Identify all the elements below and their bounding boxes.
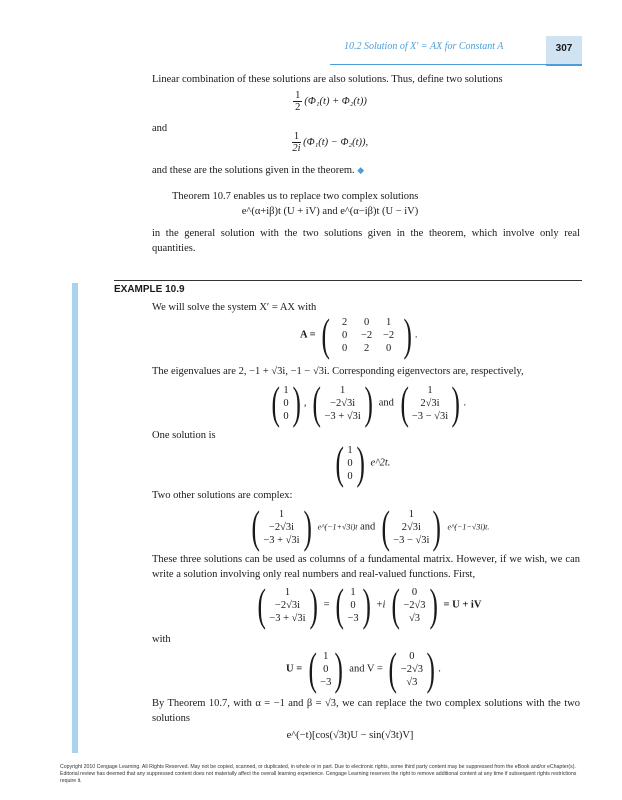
running-header-title: 10.2 Solution of X′ = AX for Constant A <box>344 41 504 52</box>
eigenvector-2 <box>324 384 360 423</box>
vector-entry: −2√3i <box>274 599 301 611</box>
one-solution-text: One solution is <box>152 430 216 441</box>
matrix-a-equation: A = ( 2 0 1 0 −2 −2 0 2 0 ) . <box>300 309 418 360</box>
vector-entry: 2√3i <box>401 521 421 533</box>
vector-entry: 2√3i <box>420 397 440 409</box>
u-label: U = <box>286 663 303 675</box>
matrix-entry: 0 <box>363 316 370 328</box>
complex-exponential-2: e^(−1−√3i)t. <box>447 522 490 532</box>
vector-entry: √3 <box>406 676 418 688</box>
u-vector <box>320 650 331 689</box>
vector-entry: 1 <box>340 384 346 396</box>
equation-sum <box>230 90 430 113</box>
vector-entry: 0 <box>347 457 353 469</box>
vector-entry: 0 <box>283 397 289 409</box>
u-v-definition: U = ( 1 0 −3 ) and V = ( 0 −2√3 √3 ) . <box>286 643 441 694</box>
paragraph-text: and these are the solutions given in the theorem. <box>152 165 355 176</box>
copyright-footer <box>60 764 580 785</box>
with-word: with <box>152 634 171 645</box>
footer-line-2: Editorial review has deemed that any suppressed content does not materially affect the overall learning experience. Cengage Learning reserves the right to remove additional content at any time if subsequent rights restrictions require it. <box>60 771 577 784</box>
v-vector <box>401 650 423 689</box>
example-heading: EXAMPLE 10.9 <box>114 280 582 295</box>
decomposition-imag-vector <box>403 586 425 625</box>
vector-entry: −3 + √3i <box>263 534 300 546</box>
vector-entry: 1 <box>427 384 433 396</box>
eigenvalues-paragraph: The eigenvalues are 2, −1 + √3i, −1 − √3i. Corresponding eigenvectors are, respectively, <box>152 366 524 377</box>
vector-entry: −3 + √3i <box>269 612 306 624</box>
matrix-entry: 0 <box>385 342 392 354</box>
vector-entry: 1 <box>408 508 414 520</box>
eigenvectors-row: ( 1 0 0 ) , ( 1 −2√3i −3 + √3i ) and ( 1 2√3i −3 − √3i ) . <box>271 377 467 428</box>
eigenvector-3 <box>412 384 448 423</box>
vector-entry: 1 <box>284 586 291 598</box>
frac-denominator: 2i <box>292 143 301 154</box>
paragraph-theorem-ref: Theorem 10.7 enables us to replace two complex solutions <box>172 191 419 202</box>
matrix-entry: 0 <box>341 342 348 354</box>
vector-entry: −3 + √3i <box>324 410 361 422</box>
vector-entry: 0 <box>323 663 329 675</box>
paragraph-solutions-given <box>152 163 580 178</box>
complex-exponential-1: e^(−1+√3i)t <box>317 522 358 532</box>
final-equation: e^(−t)[cos(√3t)U − sin(√3t)V] <box>286 730 414 741</box>
paragraph-general-solution: in the general solution with the two solutions given in the theorem, which involve only real quantities. <box>152 228 580 254</box>
left-paren: ( <box>321 309 331 360</box>
and-word: and <box>360 521 376 533</box>
and-word: and <box>152 123 168 134</box>
matrix-entry: −2 <box>360 329 373 341</box>
complex-vector-1 <box>263 508 299 547</box>
vector-entry: −2√3i <box>268 521 295 533</box>
vector-entry: 1 <box>350 586 356 598</box>
decomposition-result: = U + iV <box>443 599 482 611</box>
v-label: and V = <box>349 663 383 675</box>
vector-entry: 0 <box>411 586 418 598</box>
decomposition-equation: ( 1 −2√3i −3 + √3i ) = ( 1 0 −3 ) +i ( 0 −2√3 √3 ) = U + iV <box>257 579 482 630</box>
frac-numerator: 1 <box>295 90 301 101</box>
vector-entry: √3 <box>408 612 420 624</box>
matrix-a <box>318 309 415 360</box>
example-side-bar <box>72 283 78 753</box>
complex-solutions-text: Two other solutions are complex: <box>152 490 293 501</box>
complex-solutions-row: ( 1 −2√3i −3 + √3i ) e^(−1+√3i)t and ( 1 2√3i −3 − √3i ) e^(−1−√3i)t. <box>251 501 490 552</box>
footer-line-1: Copyright 2010 Cengage Learning. All Rights Reserved. May not be copied, scanned, or duplicated, in whole or in part. Due to electronic rights, some third party content may be suppressed from the eBook and/or eChapter(s). <box>60 764 576 770</box>
header-rule <box>330 64 582 65</box>
equation-difference-body: (Φ₁(t) − Φ₂(t)), <box>303 136 369 148</box>
right-paren: ) <box>403 309 412 360</box>
vector-entry: 0 <box>283 410 289 422</box>
matrix-entry: 1 <box>385 316 392 328</box>
page-number: 307 <box>546 36 582 66</box>
vector-entry: −3 <box>347 612 359 624</box>
matrix-entry: 0 <box>341 329 348 341</box>
vector-entry: 1 <box>347 444 353 456</box>
matrix-entry: 2 <box>363 342 370 354</box>
decomposition-real-vector <box>347 586 358 625</box>
example-intro: We will solve the system X′ = AX with <box>152 302 317 313</box>
theorem-application-paragraph: By Theorem 10.7, with α = −1 and β = √3, we can replace the two complex solutions with the two solutions <box>152 698 580 724</box>
and-word: and <box>378 397 394 409</box>
vector-entry: 0 <box>350 599 356 611</box>
equation-difference <box>230 131 430 154</box>
vector-entry: 1 <box>283 384 289 396</box>
vector-entry: −2√3 <box>403 599 426 611</box>
vector-entry: 1 <box>323 650 329 662</box>
matrix-a-grid <box>334 316 400 355</box>
vector-entry: −2√3 <box>400 663 423 675</box>
fundamental-matrix-paragraph: These three solutions can be used as columns of a fundamental matrix. However, if we wish, we can write a solution involving only real numbers and real-valued functions. First, <box>152 554 580 580</box>
frac-denominator: 2 <box>295 102 301 113</box>
vector-entry: −2√3i <box>330 397 356 409</box>
vector-entry: 0 <box>409 650 415 662</box>
solution-one: ( 1 0 0 ) e^2t. <box>335 437 391 488</box>
decomposition-lhs-vector <box>269 586 305 625</box>
eigenvector-1 <box>283 384 288 423</box>
vector-entry: −3 <box>320 676 332 688</box>
equation-complex-pair: e^(α+iβ)t (U + iV) and e^(α−iβ)t (U − iV) <box>241 206 419 217</box>
frac-numerator: 1 <box>293 131 300 142</box>
vector-entry: 1 <box>278 508 285 520</box>
paragraph-linear-combination: Linear combination of these solutions are also solutions. Thus, define two solutions <box>152 74 503 85</box>
vector-entry: 0 <box>347 470 353 482</box>
vector-entry: −3 − √3i <box>393 534 430 546</box>
matrix-a-label: A = <box>300 329 316 341</box>
solution-one-exponential: e^2t. <box>370 457 391 469</box>
solution-one-vector <box>347 444 352 483</box>
matrix-entry: −2 <box>382 329 395 341</box>
matrix-entry: 2 <box>341 316 348 328</box>
vector-entry: −3 − √3i <box>411 410 449 422</box>
end-of-proof-icon: ◆ <box>357 165 365 175</box>
complex-vector-2 <box>393 508 429 547</box>
equation-sum-body: (Φ₁(t) + Φ₂(t)) <box>304 95 367 107</box>
